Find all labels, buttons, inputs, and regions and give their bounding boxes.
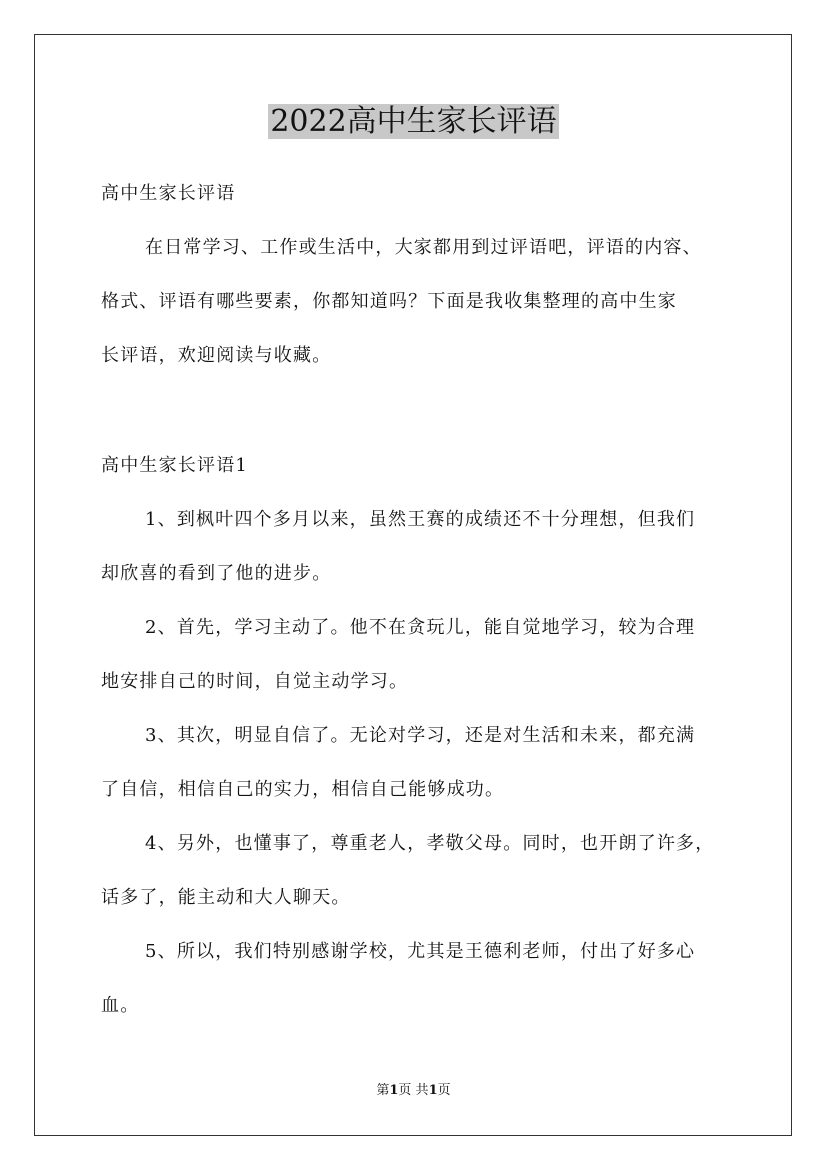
item-5-line-1: 5、所以，我们特别感谢学校，尤其是王德利老师，付出了好多心: [145, 941, 696, 962]
footer-suffix: 页: [437, 1083, 451, 1098]
document-title: [0, 100, 827, 144]
item-1-line-1: 1、到枫叶四个多月以来，虽然王赛的成绩还不十分理想，但我们: [145, 509, 696, 530]
item-4-line-1: 4、另外，也懂事了，尊重老人，孝敬父母。同时，也开朗了许多，: [145, 833, 715, 854]
intro-line-3: 长评语，欢迎阅读与收藏。: [101, 345, 332, 366]
item-3-line-2: 了自信，相信自己的实力，相信自己能够成功。: [101, 779, 505, 800]
footer-middle: 页 共: [398, 1083, 429, 1098]
intro-line-1: 在日常学习、工作或生活中，大家都用到过评语吧，评语的内容、: [145, 237, 702, 258]
section-heading: 高中生家长评语: [101, 183, 236, 204]
item-1-line-2: 却欣喜的看到了他的进步。: [101, 563, 332, 584]
footer-total-pages: 1: [428, 1083, 438, 1098]
page-footer: [0, 1082, 827, 1100]
item-4-line-2: 话多了，能主动和大人聊天。: [101, 887, 351, 908]
footer-prefix: 第: [376, 1083, 390, 1098]
item-3-line-1: 3、其次，明显自信了。无论对学习，还是对生活和未来，都充满: [145, 725, 696, 746]
item-5-line-2: 血。: [101, 995, 140, 1016]
document-title-text: 2022高中生家长评语: [270, 104, 557, 139]
item-2-line-2: 地安排自己的时间，自觉主动学习。: [101, 671, 409, 692]
footer-page-number: 1: [389, 1083, 399, 1098]
intro-line-2: 格式、评语有哪些要素，你都知道吗？下面是我收集整理的高中生家: [101, 291, 677, 312]
subsection-heading: 高中生家长评语1: [101, 455, 249, 476]
item-2-line-1: 2、首先，学习主动了。他不在贪玩儿，能自觉地学习，较为合理: [145, 617, 696, 638]
